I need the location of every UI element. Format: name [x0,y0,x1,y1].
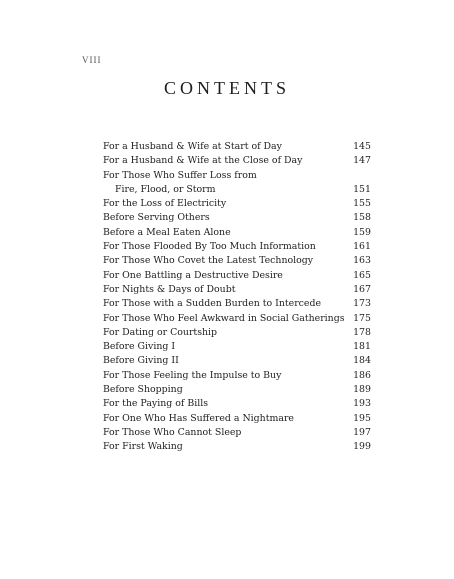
toc-entry [103,426,371,440]
toc-entry-title: Before Serving Others [103,212,210,224]
toc-entry-page-number: 195 [353,412,371,424]
toc-entry [103,269,371,283]
toc-entry-page-number: 197 [353,426,371,438]
toc-entry [103,397,371,411]
toc-entry-title: For a Husband & Wife at Start of Day [103,141,282,152]
toc-entry-title: For the Paying of Bills [103,398,209,410]
toc-entry-page-number: 199 [353,441,371,453]
toc-entry-page-number: 189 [353,384,371,396]
toc-entry-page-number: 193 [353,398,371,410]
toc-entry-page-number: 161 [353,241,371,253]
toc-entry-title: For Those Who Feel Awkward in Social Gatherings [103,312,345,324]
toc-entry-title: For One Who Has Suffered a Nightmare [103,412,294,424]
table-of-contents [103,140,371,455]
toc-entry-page-number: 147 [353,155,371,167]
toc-entry-title: For a Husband & Wife at the Close of Day [103,155,303,167]
toc-entry [103,154,371,168]
toc-entry-title: For Nights & Days of Doubt [103,283,236,295]
toc-entry [103,169,371,183]
toc-entry-title: Before Shopping [103,384,183,396]
page-title: CONTENTS [164,78,290,98]
toc-entry-page-number: 155 [353,198,371,210]
toc-entry [103,369,371,383]
toc-entry [103,297,371,311]
toc-entry-page-number: 165 [353,269,371,281]
toc-entry-page-number: 173 [353,298,371,310]
toc-entry-title: For Those Flooded By Too Much Information [103,241,316,253]
toc-entry-title: For Those Who Covet the Latest Technology [103,255,314,267]
toc-entry-page-number: 159 [353,226,371,238]
toc-entry-title: For One Battling a Destructive Desire [103,269,283,281]
toc-entry [103,197,371,211]
toc-entry [103,254,371,268]
toc-entry [103,354,371,368]
toc-entry-title: Fire, Flood, or Storm [115,183,216,195]
toc-entry-title: For the Loss of Electricity [103,198,227,210]
toc-entry-page-number: 186 [353,369,371,381]
toc-entry-title: For Those Feeling the Impulse to Buy [103,369,282,381]
toc-entry-page-number: 145 [353,141,371,152]
toc-entry-page-number: 181 [353,341,371,353]
toc-entry [103,440,371,454]
toc-entry-page-number: 178 [353,326,371,338]
toc-entry-page-number: 151 [353,183,371,195]
toc-entry [103,340,371,354]
toc-entry-title: For Dating or Courtship [103,326,218,338]
toc-entry [103,211,371,225]
toc-entry-page-number: 175 [353,312,371,324]
toc-entry [103,412,371,426]
toc-entry-title: Before Giving II [103,355,179,367]
toc-entry [103,140,371,154]
toc-entry [103,226,371,240]
toc-entry [103,326,371,340]
toc-entry-title: For Those with a Sudden Burden to Intercede [103,298,322,310]
toc-entry-page-number: 167 [353,283,371,295]
toc-entry-page-number: 184 [353,355,371,367]
toc-entry-title: For Those Who Suffer Loss from [103,169,257,181]
toc-entry [103,312,371,326]
toc-entry-title: Before a Meal Eaten Alone [103,226,231,238]
toc-entry-title: For Those Who Cannot Sleep [103,426,242,438]
toc-entry [103,240,371,254]
toc-entry-page-number: 163 [353,255,371,267]
toc-entry [103,183,371,197]
toc-entry [103,283,371,297]
toc-entry-page-number: 158 [353,212,371,224]
toc-entry-title: Before Giving I [103,341,176,353]
toc-entry [103,383,371,397]
toc-entry-title: For First Waking [103,441,183,453]
page-folio: VIII [82,55,102,65]
